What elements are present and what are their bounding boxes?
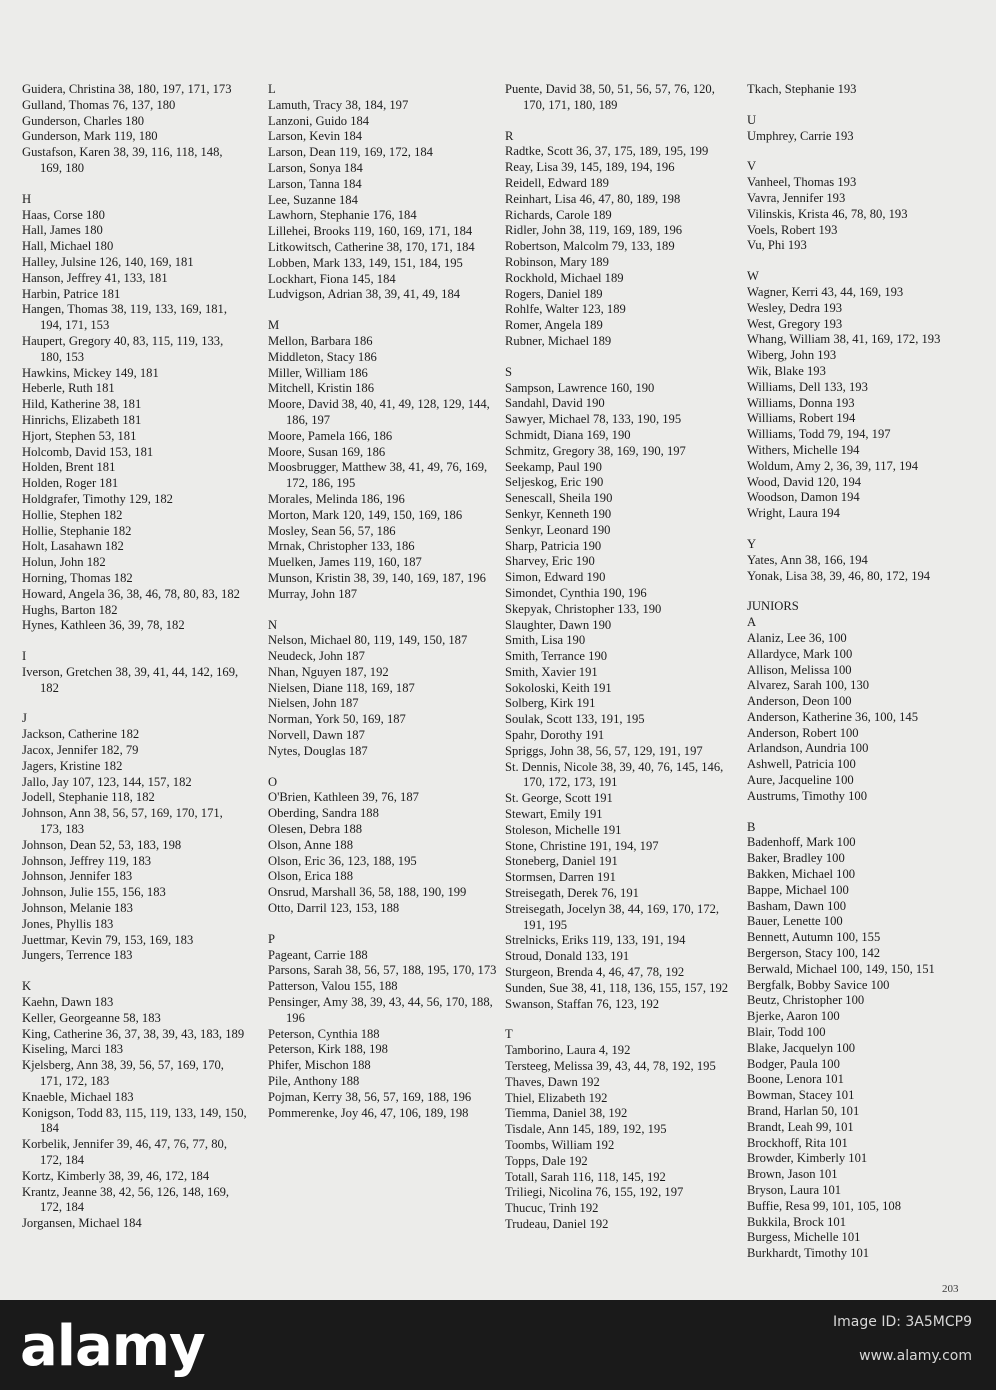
- index-entry: Morton, Mark 120, 149, 150, 169, 186: [268, 507, 463, 522]
- index-entry: Berwald, Michael 100, 149, 150, 151: [747, 961, 935, 976]
- index-entry: Lockhart, Fiona 145, 184: [268, 271, 396, 286]
- index-entry: Moore, David 38, 40, 41, 49, 128, 129, 144, 186, 197: [268, 397, 490, 427]
- index-entry: Pommerenke, Joy 46, 47, 106, 189, 198: [268, 1105, 469, 1120]
- index-entry: Withers, Michelle 194: [747, 442, 860, 457]
- index-entry: Austrums, Timothy 100: [747, 788, 868, 803]
- index-entry: Mellon, Barbara 186: [268, 333, 373, 348]
- index-entry: Toombs, William 192: [505, 1138, 615, 1152]
- index-entry: Reidell, Edward 189: [505, 175, 609, 190]
- index-entry: Sturgeon, Brenda 4, 46, 47, 78, 192: [505, 965, 685, 980]
- index-entry: Nytes, Douglas 187: [268, 743, 368, 758]
- index-entry: Spahr, Dorothy 191: [505, 728, 605, 743]
- index-entry: Burgess, Michelle 101: [747, 1230, 861, 1245]
- index-entry: Wiberg, John 193: [747, 348, 837, 363]
- index-entry: Larson, Kevin 184: [268, 129, 363, 144]
- section-letter: N: [268, 617, 278, 632]
- index-entry: Johnson, Dean 52, 53, 183, 198: [22, 837, 182, 852]
- index-entry: Ashwell, Patricia 100: [747, 757, 856, 772]
- index-entry: Brand, Harlan 50, 101: [747, 1104, 860, 1119]
- index-entry: Hollie, Stephanie 182: [22, 523, 132, 538]
- index-entry: Jorgansen, Michael 184: [22, 1216, 142, 1231]
- index-entry: Guidera, Christina 38, 180, 197, 171, 173: [22, 82, 232, 96]
- index-entry: Tersteeg, Melissa 39, 43, 44, 78, 192, 195: [505, 1059, 716, 1074]
- index-entry: Tisdale, Ann 145, 189, 192, 195: [505, 1122, 667, 1137]
- index-entry: Solberg, Kirk 191: [505, 696, 596, 711]
- index-entry: Totall, Sarah 116, 118, 145, 192: [505, 1169, 666, 1184]
- index-entry: Parsons, Sarah 38, 56, 57, 188, 195, 170, 173: [268, 963, 497, 978]
- index-entry: Norvell, Dawn 187: [268, 728, 365, 743]
- section-letter: B: [747, 819, 756, 834]
- index-entry: Konigson, Todd 83, 115, 119, 133, 149, 150, 184: [22, 1105, 247, 1136]
- index-entry: Hjort, Stephen 53, 181: [22, 428, 137, 443]
- index-entry: Buffie, Resa 99, 101, 105, 108: [747, 1198, 902, 1213]
- index-entry: Allison, Melissa 100: [747, 662, 852, 677]
- index-entry: Hollie, Stephen 182: [22, 507, 123, 522]
- index-entry: Krantz, Jeanne 38, 42, 56, 126, 148, 169, 172, 184: [22, 1184, 230, 1215]
- index-entry: Richards, Carole 189: [505, 207, 612, 222]
- index-entry: O'Brien, Kathleen 39, 76, 187: [268, 790, 419, 805]
- index-entry: Moosbrugger, Matthew 38, 41, 49, 76, 169, 172, 186, 195: [268, 460, 488, 491]
- index-entry: Spriggs, John 38, 56, 57, 129, 191, 197: [505, 743, 703, 758]
- index-entry: Bakken, Michael 100: [747, 867, 856, 882]
- index-entry: Kiseling, Marci 183: [22, 1042, 124, 1057]
- index-entry: Yonak, Lisa 38, 39, 46, 80, 172, 194: [747, 568, 931, 583]
- index-entry: Triliegi, Nicolina 76, 155, 192, 197: [505, 1185, 684, 1200]
- section-letter: J: [22, 711, 27, 726]
- section-letter: H: [22, 191, 32, 206]
- index-entry: Haas, Corse 180: [22, 207, 105, 222]
- index-entry: Puente, David 38, 50, 51, 56, 57, 76, 120, 170, 171, 180, 189: [505, 82, 715, 112]
- index-entry: Haupert, Gregory 40, 83, 115, 119, 133, 180, 153: [22, 333, 224, 364]
- index-entry: Basham, Dawn 100: [747, 898, 846, 913]
- index-entry: Swanson, Staffan 76, 123, 192: [505, 996, 660, 1011]
- index-entry: Woodson, Damon 194: [747, 490, 860, 505]
- index-entry: Vu, Phi 193: [747, 238, 807, 253]
- index-entry: Senescall, Sheila 190: [505, 491, 613, 506]
- index-entry: Johnson, Ann 38, 56, 57, 169, 170, 171, 173, 183: [22, 806, 223, 837]
- index-entry: Nhan, Nguyen 187, 192: [268, 664, 389, 679]
- index-entry: Jacox, Jennifer 182, 79: [22, 743, 139, 758]
- index-entry: Iverson, Gretchen 38, 39, 41, 44, 142, 169, 182: [22, 664, 239, 695]
- index-entry: Lanzoni, Guido 184: [268, 113, 370, 128]
- index-entry: West, Gregory 193: [747, 316, 843, 331]
- index-entry: Sandahl, David 190: [505, 396, 605, 411]
- section-letter: V: [747, 159, 757, 174]
- index-entry: Stroud, Donald 133, 191: [505, 949, 630, 964]
- index-entry: Browder, Kimberly 101: [747, 1151, 868, 1166]
- index-entry: Howard, Angela 36, 38, 46, 78, 80, 83, 182: [22, 586, 240, 601]
- index-entry: Neudeck, John 187: [268, 649, 365, 664]
- index-entry: Holcomb, David 153, 181: [22, 444, 154, 459]
- index-entry: Blake, Jacquelyn 100: [747, 1040, 856, 1055]
- index-entry: Voels, Robert 193: [747, 222, 838, 237]
- section-letter: W: [747, 269, 759, 284]
- index-entry: Wright, Laura 194: [747, 506, 840, 521]
- stock-watermark-banner: [0, 1300, 996, 1390]
- index-entry: Mrnak, Christopher 133, 186: [268, 539, 415, 554]
- index-entry: Anderson, Katherine 36, 100, 145: [747, 709, 919, 724]
- index-entry: Lee, Suzanne 184: [268, 192, 358, 207]
- index-entry: Trudeau, Daniel 192: [505, 1216, 609, 1231]
- index-entry: Hanson, Jeffrey 41, 133, 181: [22, 270, 168, 285]
- watermark-url: www.alamy.com: [859, 1348, 972, 1364]
- index-entry: Morales, Melinda 186, 196: [268, 491, 405, 506]
- index-entry: Johnson, Jeffrey 119, 183: [22, 853, 152, 868]
- index-entry: Beutz, Christopher 100: [747, 993, 865, 1008]
- index-entry: Otto, Darril 123, 153, 188: [268, 901, 400, 916]
- index-entry: Wesley, Dedra 193: [747, 300, 843, 315]
- index-entry: Williams, Dell 133, 193: [747, 379, 868, 394]
- index-entry: Bergfalk, Bobby Savice 100: [747, 977, 890, 992]
- index-entry: Larson, Sonya 184: [268, 160, 363, 175]
- index-entry: Murray, John 187: [268, 586, 358, 601]
- index-entry: Holun, John 182: [22, 555, 106, 570]
- index-entry: Hild, Katherine 38, 181: [22, 397, 142, 412]
- index-entry: Horning, Thomas 182: [22, 570, 133, 585]
- index-entry: St. Dennis, Nicole 38, 39, 40, 76, 145, 146, 170, 172, 173, 191: [505, 759, 724, 790]
- index-entry: Moore, Susan 169, 186: [268, 444, 386, 459]
- index-entry: Keller, Georgeanne 58, 183: [22, 1010, 161, 1025]
- index-entry: Bergerson, Stacy 100, 142: [747, 946, 881, 961]
- section-heading: JUNIORS: [747, 599, 799, 614]
- page-number: 203: [942, 1283, 959, 1295]
- index-entry: Jagers, Kristine 182: [22, 758, 123, 773]
- index-entry: Yates, Ann 38, 166, 194: [747, 552, 868, 567]
- index-entry: Schmidt, Diana 169, 190: [505, 427, 631, 442]
- index-entry: Strelnicks, Eriks 119, 133, 191, 194: [505, 933, 686, 948]
- index-entry: Ludvigson, Adrian 38, 39, 41, 49, 184: [268, 287, 461, 302]
- index-entry: Allardyce, Mark 100: [747, 646, 853, 661]
- index-entry: Radtke, Scott 36, 37, 175, 189, 195, 199: [505, 144, 709, 159]
- index-entry: Williams, Robert 194: [747, 411, 856, 426]
- index-entry: Williams, Todd 79, 194, 197: [747, 427, 891, 442]
- index-entry: Larson, Dean 119, 169, 172, 184: [268, 145, 433, 160]
- index-entry: Jodell, Stephanie 118, 182: [22, 790, 155, 805]
- index-entry: Anderson, Deon 100: [747, 694, 852, 709]
- index-entry: Larson, Tanna 184: [268, 176, 362, 191]
- index-entry: Boone, Lenora 101: [747, 1072, 844, 1087]
- index-entry: Anderson, Robert 100: [747, 725, 859, 740]
- index-entry: Lawhorn, Stephanie 176, 184: [268, 208, 417, 223]
- index-entry: Litkowitsch, Catherine 38, 170, 171, 184: [268, 239, 475, 254]
- index-entry: Pageant, Carrie 188: [268, 947, 368, 962]
- index-entry: Peterson, Cynthia 188: [268, 1026, 380, 1041]
- index-entry: Muelken, James 119, 160, 187: [268, 555, 422, 570]
- index-entry: Lillehei, Brooks 119, 160, 169, 171, 184: [268, 224, 473, 239]
- index-entry: Seekamp, Paul 190: [505, 459, 602, 474]
- index-entry: Soulak, Scott 133, 191, 195: [505, 712, 645, 727]
- index-entry: Badenhoff, Mark 100: [747, 835, 856, 850]
- index-column-4: [747, 82, 982, 1262]
- index-entry: Kortz, Kimberly 38, 39, 46, 172, 184: [22, 1168, 210, 1183]
- index-entry: Tamborino, Laura 4, 192: [505, 1043, 631, 1058]
- index-entry: Thaves, Dawn 192: [505, 1074, 600, 1089]
- index-entry: Stoneberg, Daniel 191: [505, 854, 618, 869]
- index-entry: Bauer, Lenette 100: [747, 914, 843, 929]
- index-entry: Phifer, Mischon 188: [268, 1058, 371, 1073]
- index-entry: Lobben, Mark 133, 149, 151, 184, 195: [268, 255, 463, 270]
- index-entry: Stone, Christine 191, 194, 197: [505, 838, 659, 853]
- index-entry: Halley, Julsine 126, 140, 169, 181: [22, 254, 194, 269]
- index-entry: Senkyr, Kenneth 190: [505, 506, 612, 521]
- index-entry: Knaeble, Michael 183: [22, 1089, 134, 1104]
- index-entry: Jungers, Terrence 183: [22, 948, 133, 963]
- index-entry: Tiemma, Daniel 38, 192: [505, 1106, 628, 1121]
- index-entry: Schmitz, Gregory 38, 169, 190, 197: [505, 443, 686, 458]
- index-entry: Hawkins, Mickey 149, 181: [22, 365, 159, 380]
- index-entry: Bjerke, Aaron 100: [747, 1009, 840, 1024]
- index-entry: Tkach, Stephanie 193: [747, 82, 857, 96]
- index-entry: Smith, Xavier 191: [505, 664, 598, 679]
- index-entry: Wik, Blake 193: [747, 363, 826, 378]
- index-entry: Romer, Angela 189: [505, 318, 603, 333]
- index-entry: Peterson, Kirk 188, 198: [268, 1042, 388, 1057]
- section-letter: I: [22, 649, 27, 664]
- index-entry: Pojman, Kerry 38, 56, 57, 169, 188, 196: [268, 1089, 472, 1104]
- index-entry: Korbelik, Jennifer 39, 46, 47, 76, 77, 80, 172, 184: [22, 1137, 227, 1167]
- index-entry: Williams, Donna 193: [747, 395, 855, 410]
- index-entry: Lamuth, Tracy 38, 184, 197: [268, 97, 409, 112]
- index-entry: Juettmar, Kevin 79, 153, 169, 183: [22, 932, 194, 947]
- index-entry: Robinson, Mary 189: [505, 254, 609, 269]
- index-column-1: [22, 82, 247, 1232]
- index-entry: Moore, Pamela 166, 186: [268, 428, 393, 443]
- index-entry: Brandt, Leah 99, 101: [747, 1119, 854, 1134]
- index-entry: Smith, Lisa 190: [505, 633, 586, 648]
- index-entry: Kaehn, Dawn 183: [22, 995, 114, 1010]
- index-entry: Reinhart, Lisa 46, 47, 80, 189, 198: [505, 191, 681, 206]
- index-entry: Arlandson, Aundria 100: [747, 741, 869, 756]
- section-letter: L: [268, 82, 276, 96]
- index-entry: Nielsen, Diane 118, 169, 187: [268, 680, 415, 695]
- index-entry: Sawyer, Michael 78, 133, 190, 195: [505, 412, 682, 427]
- index-entry: Holt, Lasahawn 182: [22, 539, 124, 554]
- index-entry: Johnson, Melanie 183: [22, 901, 133, 916]
- index-entry: Wood, David 120, 194: [747, 474, 862, 489]
- index-entry: Whang, William 38, 41, 169, 172, 193: [747, 332, 941, 347]
- index-column-3: [505, 82, 735, 1233]
- index-entry: Patterson, Valou 155, 188: [268, 979, 398, 994]
- index-entry: Gunderson, Charles 180: [22, 113, 145, 128]
- section-letter: Y: [747, 536, 757, 551]
- index-entry: Onsrud, Marshall 36, 58, 188, 190, 199: [268, 885, 467, 900]
- index-entry: Gustafson, Karen 38, 39, 116, 118, 148, 169, 180: [22, 145, 223, 175]
- index-entry: Topps, Dale 192: [505, 1153, 588, 1168]
- index-entry: Rohlfe, Walter 123, 189: [505, 302, 626, 317]
- index-entry: Olson, Eric 36, 123, 188, 195: [268, 853, 417, 868]
- index-entry: Hangen, Thomas 38, 119, 133, 169, 181, 194, 171, 153: [22, 302, 227, 333]
- index-entry: Johnson, Julie 155, 156, 183: [22, 885, 166, 900]
- index-entry: Vilinskis, Krista 46, 78, 80, 193: [747, 206, 908, 221]
- index-entry: Bennett, Autumn 100, 155: [747, 930, 881, 945]
- index-entry: Bryson, Laura 101: [747, 1183, 842, 1197]
- index-entry: Olson, Anne 188: [268, 837, 354, 852]
- index-entry: Woldum, Amy 2, 36, 39, 117, 194: [747, 458, 918, 473]
- index-entry: Simon, Edward 190: [505, 570, 606, 585]
- index-entry: Sharvey, Eric 190: [505, 554, 595, 569]
- index-entry: Skepyak, Christopher 133, 190: [505, 601, 662, 616]
- index-entry: Alvarez, Sarah 100, 130: [747, 678, 870, 693]
- index-entry: Vavra, Jennifer 193: [747, 190, 846, 205]
- index-entry: Holdgrafer, Timothy 129, 182: [22, 491, 173, 506]
- index-entry: Slaughter, Dawn 190: [505, 617, 612, 632]
- alamy-logo: alamy: [20, 1314, 205, 1379]
- index-entry: Sharp, Patricia 190: [505, 538, 602, 553]
- index-entry: Streisegath, Jocelyn 38, 44, 169, 170, 172, 191, 195: [505, 901, 720, 932]
- index-entry: Olson, Erica 188: [268, 869, 353, 884]
- index-entry: Bukkila, Brock 101: [747, 1214, 846, 1229]
- index-entry: Mitchell, Kristin 186: [268, 381, 374, 396]
- index-entry: Aure, Jacqueline 100: [747, 773, 854, 788]
- index-entry: Bodger, Paula 100: [747, 1056, 840, 1071]
- index-entry: Harbin, Patrice 181: [22, 286, 121, 301]
- index-entry: Wagner, Kerri 43, 44, 169, 193: [747, 284, 904, 299]
- index-entry: Gulland, Thomas 76, 137, 180: [22, 97, 176, 112]
- section-letter: A: [747, 615, 757, 630]
- index-entry: Thiel, Elizabeth 192: [505, 1090, 608, 1105]
- index-entry: Bowman, Stacey 101: [747, 1088, 855, 1103]
- index-entry: Pile, Anthony 188: [268, 1074, 360, 1089]
- index-entry: Sunden, Sue 38, 41, 118, 136, 155, 157, 192: [505, 980, 729, 995]
- index-entry: Ridler, John 38, 119, 169, 189, 196: [505, 223, 683, 238]
- index-entry: Vanheel, Thomas 193: [747, 175, 857, 190]
- index-entry: Reay, Lisa 39, 145, 189, 194, 196: [505, 160, 675, 175]
- index-entry: King, Catherine 36, 37, 38, 39, 43, 183, 189: [22, 1026, 245, 1041]
- section-letter: P: [268, 931, 276, 946]
- index-entry: Bappe, Michael 100: [747, 882, 849, 897]
- index-entry: Heberle, Ruth 181: [22, 381, 115, 396]
- index-entry: Robertson, Malcolm 79, 133, 189: [505, 239, 675, 254]
- section-letter: O: [268, 774, 278, 789]
- index-entry: Oberding, Sandra 188: [268, 806, 379, 821]
- index-entry: Pensinger, Amy 38, 39, 43, 44, 56, 170, 188, 196: [268, 995, 493, 1025]
- section-letter: U: [747, 112, 757, 127]
- index-entry: Middleton, Stacy 186: [268, 349, 377, 364]
- index-entry: Umphrey, Carrie 193: [747, 128, 854, 143]
- index-entry: Hughs, Barton 182: [22, 602, 118, 617]
- index-entry: Rockhold, Michael 189: [505, 270, 624, 285]
- index-entry: Jallo, Jay 107, 123, 144, 157, 182: [22, 774, 192, 789]
- index-entry: Rogers, Daniel 189: [505, 286, 603, 301]
- index-entry: Blair, Todd 100: [747, 1025, 826, 1040]
- section-letter: T: [505, 1027, 513, 1042]
- index-entry: Streisegath, Derek 76, 191: [505, 886, 639, 901]
- index-entry: Senkyr, Leonard 190: [505, 522, 611, 537]
- index-entry: Seljeskog, Eric 190: [505, 475, 604, 490]
- index-entry: Norman, York 50, 169, 187: [268, 712, 406, 727]
- index-entry: St. George, Scott 191: [505, 791, 613, 806]
- index-entry: Olesen, Debra 188: [268, 822, 363, 837]
- index-entry: Baker, Bradley 100: [747, 851, 845, 866]
- index-entry: Mosley, Sean 56, 57, 186: [268, 523, 396, 538]
- index-entry: Sampson, Lawrence 160, 190: [505, 380, 655, 395]
- section-letter: K: [22, 979, 32, 994]
- section-letter: S: [505, 364, 513, 379]
- index-entry: Miller, William 186: [268, 365, 368, 380]
- index-entry: Nielsen, John 187: [268, 696, 359, 711]
- index-entry: Hinrichs, Elizabeth 181: [22, 412, 142, 427]
- index-entry: Hall, Michael 180: [22, 239, 114, 254]
- index-entry: Brown, Jason 101: [747, 1167, 838, 1182]
- index-entry: Stormsen, Darren 191: [505, 870, 616, 885]
- index-entry: Burkhardt, Timothy 101: [747, 1246, 870, 1261]
- index-entry: Johnson, Jennifer 183: [22, 869, 133, 884]
- index-entry: Munson, Kristin 38, 39, 140, 169, 187, 196: [268, 570, 486, 585]
- index-entry: Simondet, Cynthia 190, 196: [505, 585, 647, 600]
- index-entry: Gunderson, Mark 119, 180: [22, 129, 158, 144]
- index-entry: Nelson, Michael 80, 119, 149, 150, 187: [268, 633, 468, 648]
- index-entry: Holden, Brent 181: [22, 460, 116, 475]
- index-entry: Rubner, Michael 189: [505, 333, 612, 348]
- index-entry: Sokoloski, Keith 191: [505, 680, 612, 695]
- index-entry: Thucuc, Trinh 192: [505, 1201, 599, 1216]
- section-letter: R: [505, 128, 514, 143]
- index-entry: Stoleson, Michelle 191: [505, 822, 622, 837]
- index-entry: Hynes, Kathleen 36, 39, 78, 182: [22, 618, 185, 633]
- index-entry: Jackson, Catherine 182: [22, 727, 140, 742]
- index-entry: Hall, James 180: [22, 223, 103, 238]
- index-entry: Stewart, Emily 191: [505, 807, 603, 822]
- index-entry: Alaniz, Lee 36, 100: [747, 630, 847, 645]
- section-letter: M: [268, 318, 280, 333]
- index-entry: Jones, Phyllis 183: [22, 916, 114, 931]
- index-entry: Holden, Roger 181: [22, 476, 119, 491]
- index-entry: Smith, Terrance 190: [505, 649, 608, 664]
- index-entry: Brockhoff, Rita 101: [747, 1135, 848, 1150]
- image-id: Image ID: 3A5MCP9: [833, 1314, 972, 1330]
- index-column-2: [268, 82, 500, 1121]
- index-entry: Kjelsberg, Ann 38, 39, 56, 57, 169, 170, 171, 172, 183: [22, 1058, 224, 1089]
